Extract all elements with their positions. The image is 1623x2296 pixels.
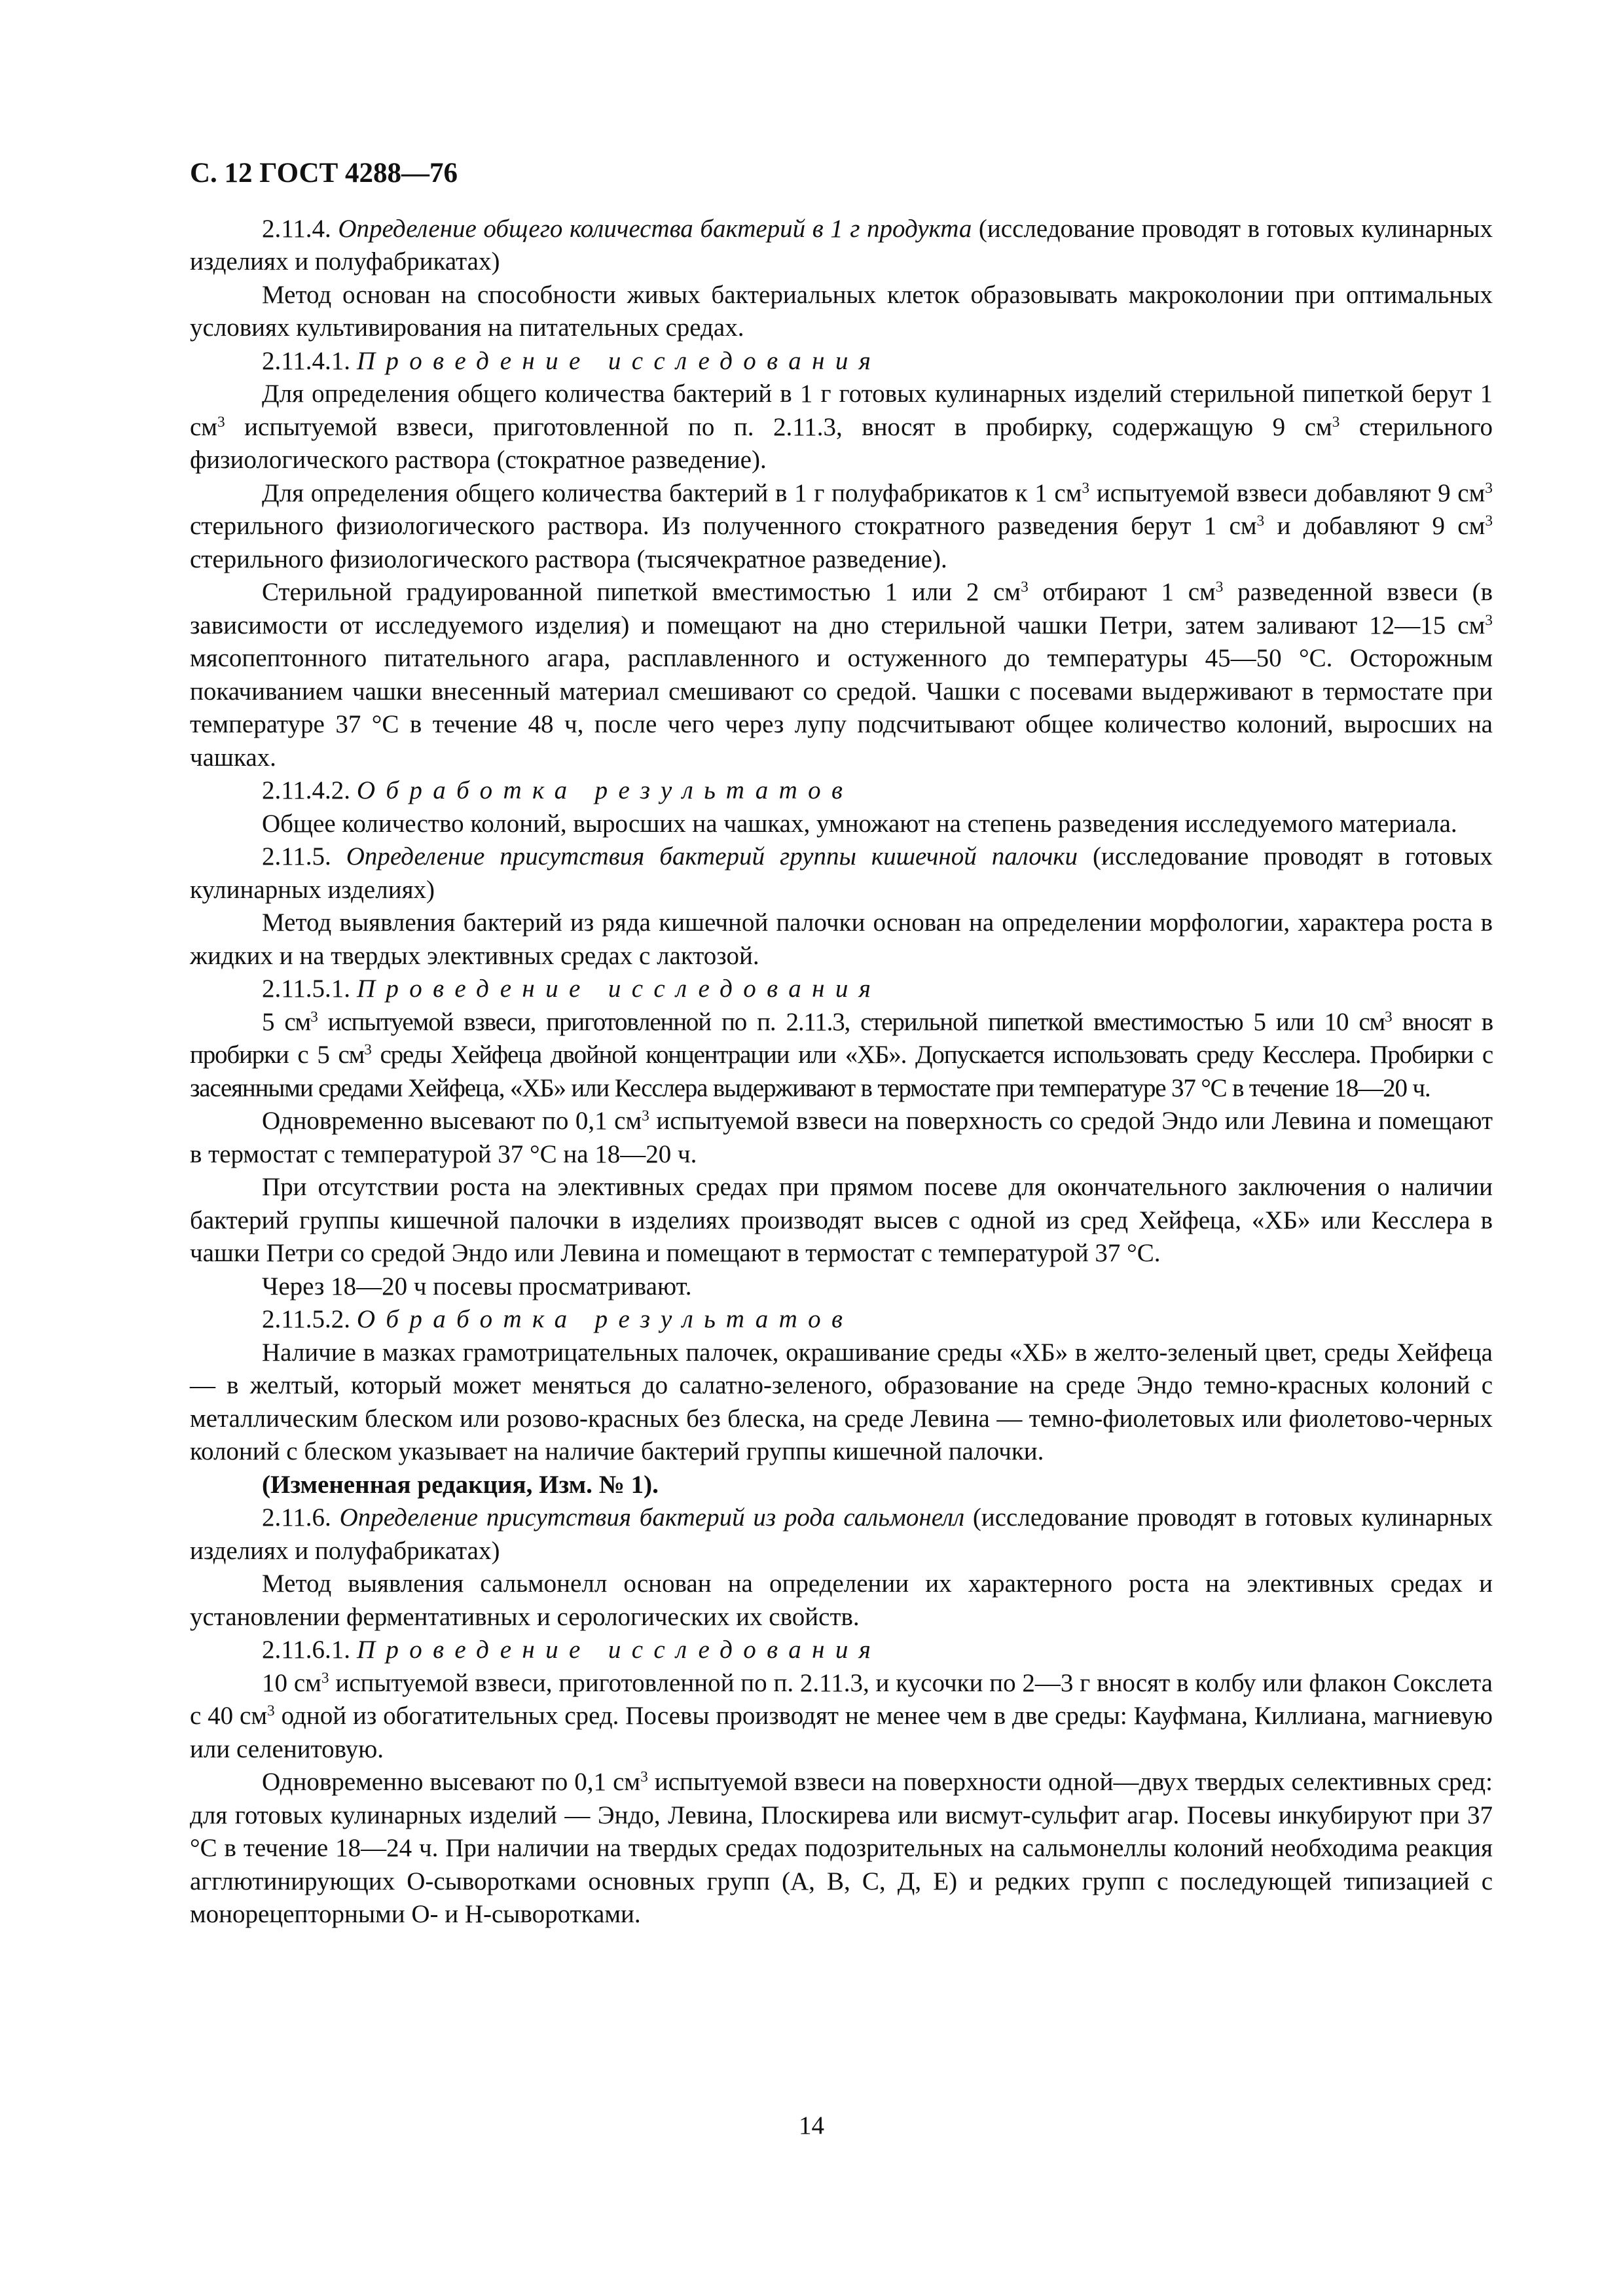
text: стерильного физиологического раствора (тысячекратное разведение). xyxy=(190,545,947,573)
text: 5 см xyxy=(262,1007,311,1036)
superscript: 3 xyxy=(1256,512,1265,530)
text: стерильного физиологического раствора (стократное разведение). xyxy=(190,412,1493,474)
subsection-title: Проведение исследования xyxy=(356,1636,882,1664)
section-title: Определение общего количества бактерий в 1 г продукта xyxy=(338,214,972,243)
superscript: 3 xyxy=(310,1008,318,1026)
text: испытуемой взвеси, приготовленной по п. 2.11.3, и кусочки по 2—3 г вносят в колбу или флакон Сокслета с 40 см xyxy=(190,1668,1493,1730)
subsection-number: 2.11.5.1. xyxy=(262,975,351,1003)
section-number: 2.11.6. xyxy=(262,1503,331,1532)
subsection-2-11-6-1 xyxy=(190,1634,1493,1667)
section-note: (исследование проводят в готовых кулинарных изделиях) xyxy=(190,842,1493,904)
paragraph-c xyxy=(190,576,1493,774)
paragraph-k xyxy=(190,1766,1493,1931)
text: и добавляют 9 см xyxy=(1264,512,1486,540)
text: Для определения общего количества бактерий в 1 г готовых кулинарных изделий стерильной пипеткой берут 1 см xyxy=(190,380,1493,441)
text: отбирают 1 см xyxy=(1028,578,1216,606)
text: испытуемой взвеси добавляют 9 см xyxy=(1089,478,1486,507)
subsection-number: 2.11.4.1. xyxy=(262,346,351,375)
paragraph-method-1: Метод основан на способности живых бактериальных клеток образовывать макроколонии при оптимальных условиях культивирования на питательных средах. xyxy=(190,280,1493,342)
subsection-2-11-4-2 xyxy=(190,774,1493,808)
text: одной из обогатительных сред. Посевы производят не менее чем в две среды: Кауфмана, Киллиана, магниевую или селенитовую. xyxy=(190,1702,1493,1763)
text: вносят в пробирки с 5 см xyxy=(190,1007,1493,1069)
paragraph-g: При отсутствии роста на элективных средах при прямом посеве для окончательного заключения о наличии бактерий группы кишечной палочки в изделиях производят высев с одной из сред Хейфеца, «ХБ» или Кесслера в чашки Петри со средой Эндо или Левина и помещают в термостат с температурой 37 °С. xyxy=(190,1173,1493,1267)
section-number: 2.11.4. xyxy=(262,214,331,243)
section-note: (исследование проводят в готовых кулинарных изделиях и полуфабрикатах) xyxy=(190,214,1493,276)
text: Одновременно высевают по 0,1 см xyxy=(262,1107,642,1135)
text: стерильного физиологического раствора. Из полученного стократного разведения берут 1 см xyxy=(190,512,1257,540)
section-2-11-5 xyxy=(190,840,1493,906)
paragraph-a xyxy=(190,378,1493,477)
superscript: 3 xyxy=(217,413,225,431)
subsection-title: Обработка результатов xyxy=(356,776,854,804)
section-note: (исследование проводят в готовых кулинарных изделиях и полуфабрикатах) xyxy=(190,1503,1493,1565)
amendment-note: (Измененная редакция, Изм. № 1). xyxy=(262,1470,659,1499)
paragraph-method-3: Метод выявления сальмонелл основан на определении их характерного роста на элективных средах и установлении ферментативных и серологических их свойств. xyxy=(190,1570,1493,1631)
superscript: 3 xyxy=(1021,579,1029,596)
paragraph-i: Наличие в мазках грамотрицательных палочек, окрашивание среды «ХБ» в желто-зеленый цвет, среды Хейфеца — в желтый, который может меняться до салатно-зеленого, образование на среде Эндо темно-красных колоний с металлическим блеском или розово-красных без блеска, на среде Левина — темно-фиолетовых или фиолетово-черных колоний с блеском указывает на наличие бактерий группы кишечной палочки. xyxy=(190,1338,1493,1465)
subsection-2-11-5-1 xyxy=(190,973,1493,1006)
text: испытуемой взвеси на поверхность со средой Эндо или Левина и помещают в термостат с температурой 37 °С на 18—20 ч. xyxy=(190,1107,1493,1168)
subsection-title: Проведение исследования xyxy=(356,346,882,375)
superscript: 3 xyxy=(1485,479,1493,497)
section-number: 2.11.5. xyxy=(262,842,331,870)
text: среды Хейфеца двойной концентрации или «ХБ». Допускается использовать среду Кесслера. Пробирки с засеянными средами Хейфеца, «ХБ» или Кесслера выдерживают в термостате при температуре 37 °С в течение 18—20 ч. xyxy=(190,1041,1493,1102)
subsection-number: 2.11.6.1. xyxy=(262,1636,351,1664)
superscript: 3 xyxy=(1385,1008,1392,1026)
superscript: 3 xyxy=(1215,579,1224,596)
text: Для определения общего количества бактерий в 1 г полуфабрикатов к 1 см xyxy=(262,478,1082,507)
superscript: 3 xyxy=(267,1702,275,1720)
section-title: Определение присутствия бактерий из рода сальмонелл xyxy=(339,1503,965,1532)
superscript: 3 xyxy=(1332,413,1340,431)
subsection-number: 2.11.5.2. xyxy=(262,1305,351,1333)
paragraph-h: Через 18—20 ч посевы просматривают. xyxy=(262,1272,692,1300)
text: испытуемой взвеси, приготовленной по п. 2.11.3, стерильной пипеткой вместимостью 5 или 10 см xyxy=(317,1007,1385,1036)
subsection-2-11-5-2 xyxy=(190,1303,1493,1336)
paragraph-j xyxy=(190,1667,1493,1767)
section-title: Определение присутствия бактерий группы кишечной палочки xyxy=(346,842,1078,870)
text: Стерильной градуированной пипеткой вместимостью 1 или 2 см xyxy=(262,578,1021,606)
subsection-number: 2.11.4.2. xyxy=(262,776,351,804)
superscript: 3 xyxy=(364,1041,371,1059)
paragraph-d: Общее количество колоний, выросших на чашках, умножают на степень разведения исследуемого материала. xyxy=(262,809,1457,838)
superscript: 3 xyxy=(321,1669,329,1687)
paragraph-f xyxy=(190,1105,1493,1171)
superscript: 3 xyxy=(1082,479,1090,497)
superscript: 3 xyxy=(640,1768,648,1786)
text: испытуемой взвеси на поверхности одной—двух твердых селективных сред: для готовых кулинарных изделий — Эндо, Левина, Плоскирева или висмут-сульфит агар. Посевы инкубируют при 37 °С в течение 18—24 ч. При наличии на твердых средах подозрительных на сальмонеллы колоний необходима реакция агглютинирующих О-сыворотками основных групп (А, В, С, Д, Е) и редких групп с последующей типизацией с монорецепторными О- и Н-сыворотками. xyxy=(190,1768,1493,1928)
paragraph-b xyxy=(190,477,1493,577)
paragraph-e xyxy=(190,1006,1493,1105)
superscript: 3 xyxy=(1485,512,1493,530)
text: разведенной взвеси (в зависимости от исследуемого изделия) и помещают на дно стерильной чашки Петри, затем заливают 12—15 см xyxy=(190,578,1493,639)
paragraph-method-2: Метод выявления бактерий из ряда кишечной палочки основан на определении морфологии, характера роста в жидких и на твердых элективных средах с лактозой. xyxy=(190,908,1493,970)
text: 10 см xyxy=(262,1668,321,1697)
section-2-11-4 xyxy=(190,213,1493,279)
superscript: 3 xyxy=(1485,611,1493,629)
superscript: 3 xyxy=(642,1107,649,1125)
text: испытуемой взвеси, приготовленной по п. 2.11.3, вносят в пробирку, содержащую 9 см xyxy=(225,412,1332,441)
document-page xyxy=(190,157,1493,1931)
text: мясопептонного питательного агара, расплавленного и остуженного до температуры 45—50 °С. Осторожным покачиванием чашки внесенный материал смешивают со средой. Чашки с посевами выдерживают в термостате при температуре 37 °С в течение 48 ч, после чего через лупу подсчитывают общее количество колоний, выросших на чашках. xyxy=(190,644,1493,772)
subsection-2-11-4-1 xyxy=(190,345,1493,378)
section-2-11-6 xyxy=(190,1501,1493,1568)
subsection-title: Обработка результатов xyxy=(356,1305,854,1333)
subsection-title: Проведение исследования xyxy=(356,975,882,1003)
page-number: 14 xyxy=(799,2111,824,2140)
text: Одновременно высевают по 0,1 см xyxy=(262,1768,641,1796)
page-header: С. 12 ГОСТ 4288—76 xyxy=(190,158,458,188)
